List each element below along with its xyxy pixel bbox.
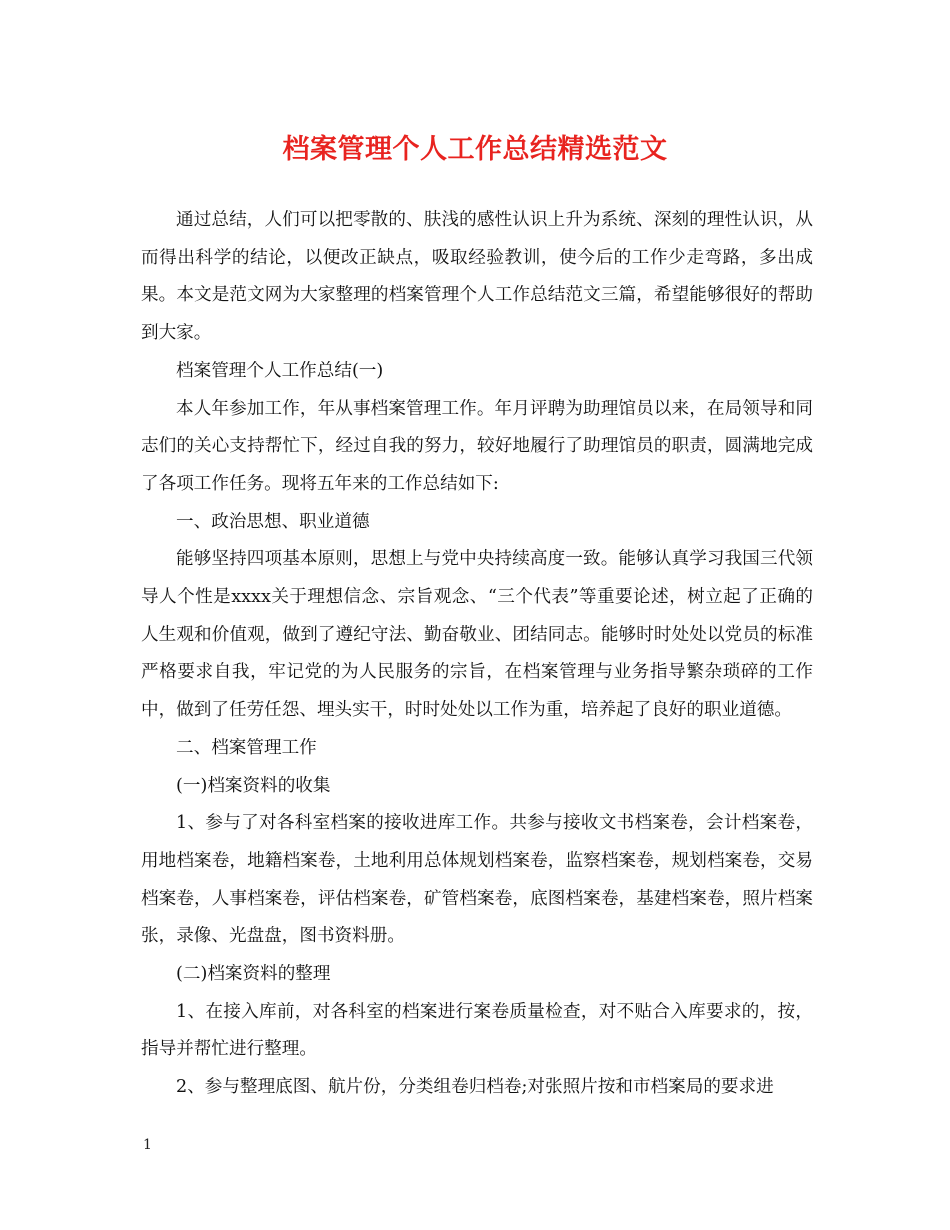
paragraph-organization-item-2: 2、参与整理底图、航片份，分类组卷归档卷;对张照片按和市档案局的要求进 bbox=[176, 1077, 774, 1098]
page-number: 1 bbox=[143, 1137, 152, 1153]
paragraph-politics-ethics: 能够坚持四项基本原则，思想上与党中央持续高度一致。能够认真学习我国三代领导人个性是xxxx关于理想信念、宗旨观念、“三个代表”等重要论述，树立起了正确的人生观和价值观，做到了遵纪守法、勤奋敬业、团结同志。能够时时处处以党员的标准严格要求自我，牢记党的为人民服务的宗旨，在档案管理与业务指导繁杂琐碎的工作中，做到了任劳任怨、埋头实干，时时处处以工作为重，培养起了良好的职业道德。 bbox=[141, 549, 813, 721]
paragraph-intro: 通过总结，人们可以把零散的、肤浅的感性认识上升为系统、深刻的理性认识，从而得出科学的结论，以便改正缺点，吸取经验教训，使今后的工作少走弯路，多出成果。本文是范文网为大家整理的档案管理个人工作总结范文三篇，希望能够很好的帮助到大家。 bbox=[141, 210, 813, 344]
paragraph-overview: 本人年参加工作，年从事档案管理工作。年月评聘为助理馆员以来，在局领导和同志们的关心支持帮忙下，经过自我的努力，较好地履行了助理馆员的职责，圆满地完成了各项工作任务。现将五年来的工作总结如下: bbox=[141, 398, 813, 494]
subheading-organization: (二)档案资料的整理 bbox=[176, 964, 331, 985]
section-heading-politics-ethics: 一、政治思想、职业道德 bbox=[176, 511, 370, 532]
paragraph-collection-item-1: 1、参与了对各科室档案的接收进库工作。共参与接收文书档案卷，会计档案卷，用地档案卷，地籍档案卷，土地利用总体规划档案卷，监察档案卷，规划档案卷，交易档案卷，人事档案卷，评估档案卷，矿管档案卷，底图档案卷，基建档案卷，照片档案张，录像、光盘盘，图书资料册。 bbox=[141, 813, 813, 947]
document-title: 档案管理个人工作总结精选范文 bbox=[282, 134, 668, 165]
document-body bbox=[141, 202, 813, 1107]
subheading-collection: (一)档案资料的收集 bbox=[176, 775, 331, 796]
section-heading-archive-work: 二、档案管理工作 bbox=[176, 737, 317, 758]
paragraph-organization-item-1: 1、在接入库前，对各科室的档案进行案卷质量检查，对不贴合入库要求的，按，指导并帮忙进行整理。 bbox=[141, 1001, 813, 1060]
section-heading-summary-one: 档案管理个人工作总结(一) bbox=[176, 360, 384, 381]
